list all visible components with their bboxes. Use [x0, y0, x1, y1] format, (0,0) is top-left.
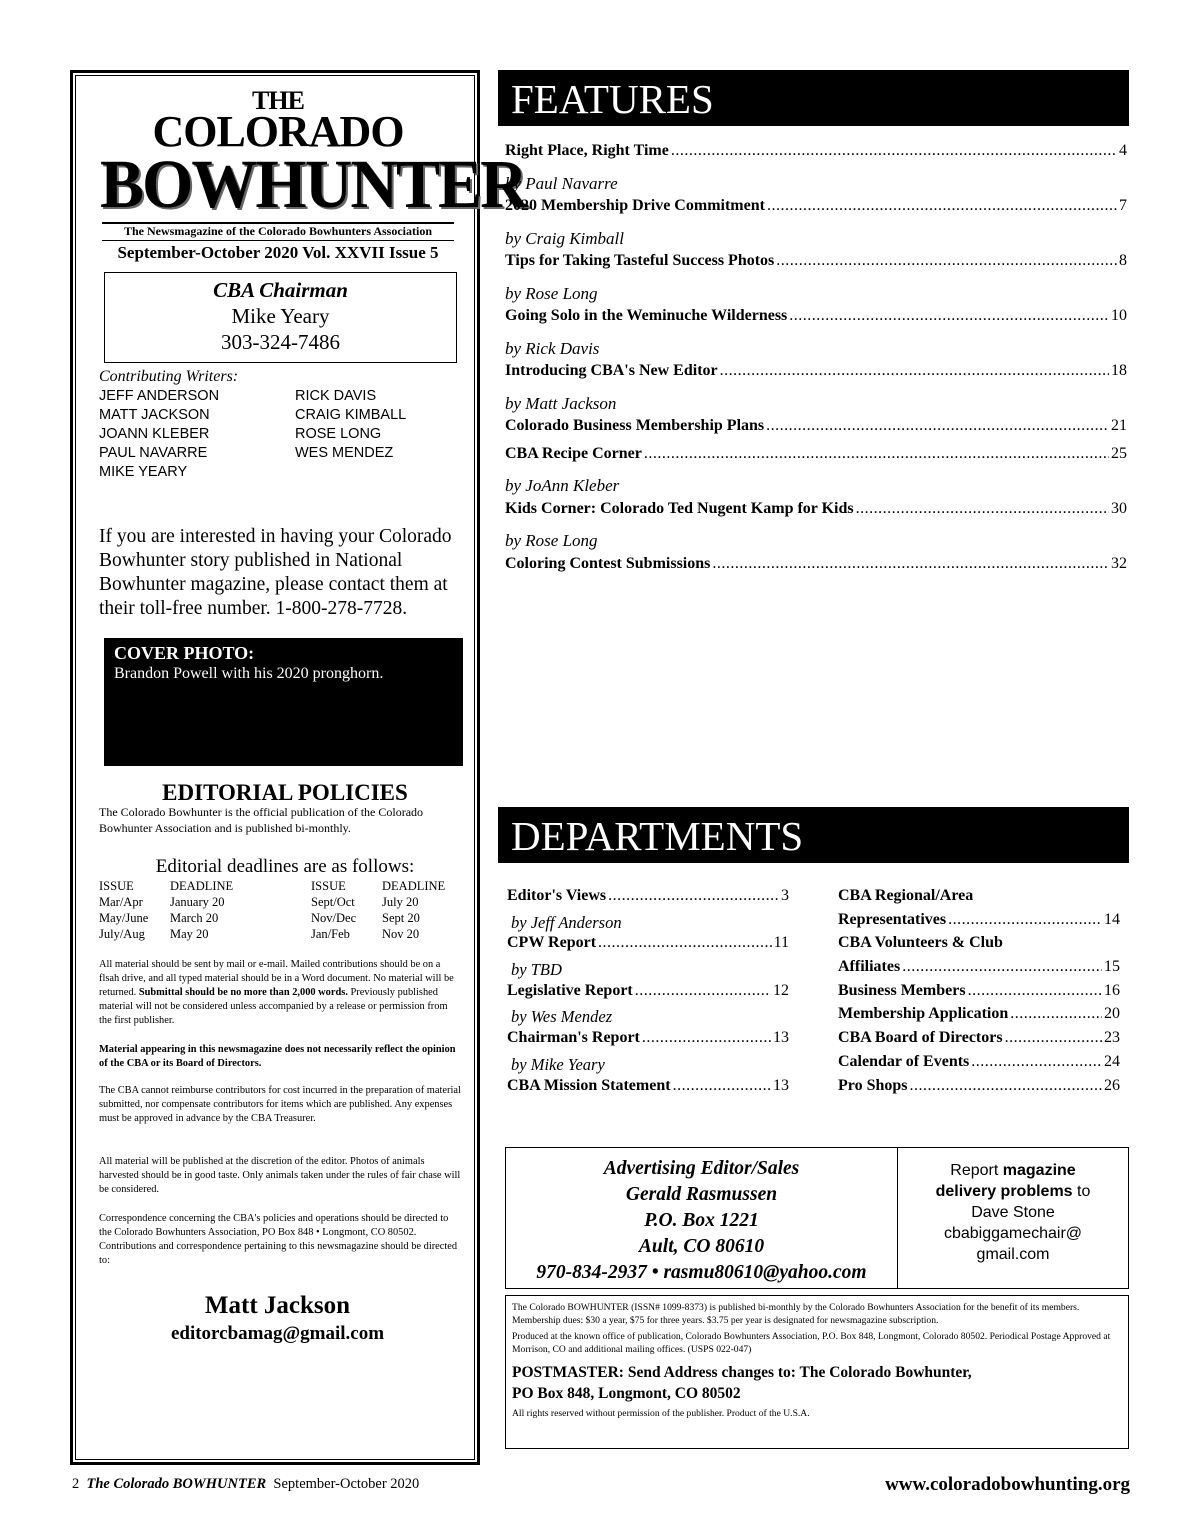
leader-dots	[712, 555, 1109, 573]
writer-name: MATT JACKSON	[99, 407, 210, 423]
department-author: by Wes Mendez	[511, 1007, 613, 1027]
department-page: 23	[1104, 1029, 1120, 1047]
feature-item[interactable]	[505, 142, 1127, 170]
feature-title: Introducing CBA's New Editor	[505, 362, 718, 379]
deadline-table	[99, 878, 459, 942]
department-page: 15	[1104, 958, 1120, 976]
advertising-title: Advertising Editor/Sales	[603, 1158, 800, 1179]
feature-author: by Craig Kimball	[505, 228, 625, 248]
footer-magazine-title: The Colorado BOWHUNTER	[86, 1476, 267, 1492]
leader-dots	[968, 982, 1102, 1000]
department-item[interactable]	[838, 982, 1120, 1006]
feature-title: 2020 Membership Drive Commitment	[505, 197, 765, 214]
department-title: CPW Report	[507, 934, 597, 952]
website-link[interactable]: www.coloradobowhunting.org	[885, 1474, 1130, 1495]
feature-page: 32	[1111, 554, 1127, 572]
deadline-cell: Sept 20	[382, 911, 420, 925]
departments-list-right	[838, 887, 1120, 1100]
feature-author: by Rick Davis	[505, 338, 600, 358]
writer-name: CRAIG KIMBALL	[295, 407, 407, 423]
department-page: 11	[773, 934, 789, 952]
feature-title: Right Place, Right Time	[505, 142, 669, 159]
department-page: 24	[1104, 1052, 1120, 1070]
editor-name: Matt Jackson	[204, 1292, 351, 1319]
chairman-name: Mike Yeary	[231, 304, 330, 328]
feature-author: by Rose Long	[505, 531, 598, 550]
department-title: Membership Application	[838, 1005, 1009, 1023]
department-item[interactable]	[838, 911, 1120, 935]
department-item	[838, 887, 1120, 911]
feature-page: 8	[1119, 252, 1127, 269]
deadline-cell: March 20	[170, 911, 219, 925]
feature-author: by Matt Jackson	[505, 393, 617, 413]
feature-author: by Rose Long	[505, 283, 598, 303]
deadline-cell: Nov/Dec	[311, 911, 357, 925]
feature-page: 10	[1111, 307, 1127, 324]
leader-dots	[766, 417, 1109, 435]
department-item[interactable]	[507, 1077, 789, 1101]
feature-title: Coloring Contest Submissions	[505, 554, 711, 572]
department-title: Affiliates	[838, 958, 901, 976]
postmaster-notice: POSTMASTER: Send Address changes to: The Colorado Bowhunter, PO Box 848, Longmont, CO 80502	[512, 1364, 972, 1402]
leader-dots	[856, 500, 1109, 518]
submission-policy: All material should be sent by mail or e-mail. Mailed contributions should be on a flsah drive, and all typed material should be in a Word document. No material will be returned. Submittal should be no more than 2,000 words. Previously published material will not be considered unless accompanied by a release or permission from the first publisher.	[99, 959, 454, 1026]
department-item[interactable]	[838, 1029, 1120, 1053]
footer-date: September-October 2020	[273, 1476, 420, 1492]
deadlines-title: Editorial deadlines are as follows:	[155, 856, 415, 877]
department-title: Chairman's Report	[507, 1029, 640, 1047]
writers-list	[99, 387, 439, 482]
feature-item[interactable]	[505, 307, 1127, 335]
feature-page: 4	[1119, 142, 1127, 159]
page-number: 2	[72, 1476, 80, 1492]
department-author: by Mike Yeary	[511, 1054, 605, 1074]
feature-item[interactable]	[505, 445, 1127, 473]
opinion-disclaimer: Material appearing in this newsmagazine does not necessarily reflect the opinion of the CBA or its Board of Directors.	[99, 1044, 456, 1069]
feature-item[interactable]	[505, 417, 1127, 445]
deadline-header: DEADLINE	[170, 879, 234, 893]
department-title: CBA Mission Statement	[507, 1076, 671, 1094]
writer-name: PAUL NAVARRE	[99, 445, 208, 461]
advertising-contact	[506, 1148, 898, 1288]
deadline-cell: July 20	[382, 895, 419, 909]
leader-dots	[776, 252, 1117, 270]
leader-dots	[948, 911, 1102, 929]
features-heading: FEATURES	[498, 70, 1129, 126]
deadline-cell: May/June	[99, 911, 149, 925]
page-footer	[72, 1476, 419, 1493]
department-page: 13	[773, 1076, 789, 1094]
deadline-cell: Nov 20	[382, 927, 420, 941]
departments-list-left	[507, 887, 789, 1100]
reimbursement-policy: The CBA cannot reimburse contributors for cost incurred in the preparation of material submitted, nor compensate contributors for items which are published. Any expenses must be approved in advance by the CBA Treasurer.	[99, 1085, 461, 1124]
deadline-cell: Jan/Feb	[311, 927, 350, 941]
masthead-bowhunter: BOWHUNTER	[100, 146, 526, 223]
department-title: Business Members	[838, 981, 966, 999]
department-item[interactable]	[507, 887, 789, 911]
feature-page: 7	[1119, 197, 1127, 214]
chairman-title: CBA Chairman	[213, 278, 348, 302]
chairman-box	[104, 272, 457, 363]
feature-item[interactable]	[505, 555, 1127, 583]
publication-office: Produced at the known office of publication, Colorado Bowhunters Association, P.O. Box 848, Longmont, Colorado 80502. Periodical Postage Approved at Morrison, CO and additional mailing offices. (USPS 022-047)	[512, 1331, 1111, 1355]
writer-name: MIKE YEARY	[99, 464, 188, 480]
publication-info-box	[505, 1295, 1129, 1449]
feature-item[interactable]	[505, 197, 1127, 225]
advertising-address1: P.O. Box 1221	[644, 1210, 759, 1231]
department-title: Pro Shops	[838, 1076, 908, 1094]
leader-dots	[910, 1077, 1102, 1095]
writer-name: JEFF ANDERSON	[99, 388, 220, 404]
leader-dots	[608, 887, 779, 905]
delivery-problems: Report magazine delivery problems to Dave Stone cbabiggamechair@ gmail.com	[898, 1148, 1128, 1288]
department-item[interactable]	[838, 1053, 1120, 1077]
feature-title: CBA Recipe Corner	[505, 444, 642, 462]
leader-dots	[789, 307, 1109, 325]
leader-dots	[635, 982, 771, 1000]
feature-title: Colorado Business Membership Plans	[505, 417, 765, 434]
masthead-colorado: COLORADO	[152, 107, 404, 156]
department-page: 16	[1104, 981, 1120, 999]
editor-email[interactable]: editorcbamag@gmail.com	[170, 1323, 385, 1344]
deadline-header: DEADLINE	[382, 879, 446, 893]
leader-dots	[642, 1029, 771, 1047]
department-item[interactable]	[507, 934, 789, 958]
department-title: Calendar of Events	[838, 1052, 970, 1070]
department-title: CBA Board of Directors	[838, 1029, 1003, 1047]
writer-name: RICK DAVIS	[295, 388, 377, 404]
leader-dots	[767, 197, 1117, 215]
deadline-cell: January 20	[170, 895, 225, 909]
correspondence-policy: Correspondence concerning the CBA's policies and operations should be directed to the Colorado Bowhunters Association, PO Box 848 • Longmont, CO 80502. Contributions and correspondence pertaining to this newsmagazine should be directed to:	[99, 1213, 458, 1266]
masthead-the: THE	[252, 86, 304, 115]
features-list	[505, 142, 1127, 582]
feature-item[interactable]	[505, 362, 1127, 390]
rights-notice: All rights reserved without permission of the publisher. Product of the U.S.A.	[512, 1408, 810, 1419]
masthead-panel	[70, 70, 526, 1465]
feature-page: 30	[1111, 499, 1127, 517]
feature-page: 21	[1111, 417, 1127, 434]
department-item[interactable]	[838, 1077, 1120, 1101]
feature-title: Going Solo in the Weminuche Wilderness	[505, 307, 788, 324]
national-bowhunter-notice: If you are interested in having your Colorado Bowhunter story published in National Bowhunter magazine, please contact them at their toll-free number. 1-800-278-7728.	[99, 526, 452, 619]
feature-page: 18	[1111, 362, 1127, 379]
department-page: 13	[773, 1029, 789, 1047]
feature-item[interactable]	[505, 500, 1127, 528]
writer-name: JOANN KLEBER	[99, 426, 210, 442]
department-title: Legislative Report	[507, 981, 633, 999]
department-title: Editor's Views	[507, 887, 607, 904]
department-page: 3	[781, 887, 789, 904]
department-page: 14	[1104, 910, 1120, 928]
department-page: 26	[1104, 1076, 1120, 1094]
issue-line: September-October 2020 Vol. XXVII Issue 5	[117, 243, 439, 262]
feature-title: Kids Corner: Colorado Ted Nugent Kamp for Kids	[505, 499, 854, 517]
feature-page: 25	[1111, 444, 1127, 462]
delivery-email-2[interactable]: gmail.com	[976, 1246, 1050, 1263]
feature-item[interactable]	[505, 252, 1127, 280]
department-author: by TBD	[511, 960, 562, 980]
deadline-cell: May 20	[170, 927, 209, 941]
department-item[interactable]	[507, 982, 789, 1006]
department-author: by Jeff Anderson	[511, 912, 622, 932]
advertising-contact-line[interactable]: 970-834-2937 • rasmu80610@yahoo.com	[536, 1262, 867, 1283]
leader-dots	[720, 362, 1109, 380]
leader-dots	[971, 1053, 1102, 1071]
cover-photo-box	[104, 638, 463, 766]
department-item	[838, 934, 1120, 958]
leader-dots	[598, 934, 772, 952]
department-item[interactable]	[838, 958, 1120, 982]
chairman-phone: 303-324-7486	[221, 330, 340, 354]
writer-name: ROSE LONG	[295, 426, 382, 442]
editorial-intro: The Colorado Bowhunter is the official publication of the Colorado Bowhunter Association and is published bi-monthly.	[99, 805, 424, 835]
deadline-cell: Sept/Oct	[311, 895, 355, 909]
leader-dots	[1010, 1005, 1102, 1023]
leader-dots	[902, 958, 1102, 976]
masthead-tagline: The Newsmagazine of the Colorado Bowhunters Association	[124, 224, 432, 238]
writer-name: WES MENDEZ	[295, 445, 394, 461]
leader-dots	[673, 1077, 771, 1095]
deadline-cell: Mar/Apr	[99, 895, 143, 909]
writers-label: Contributing Writers:	[99, 368, 239, 385]
publication-statement: The Colorado BOWHUNTER (ISSN# 1099-8373) is published bi-monthly by the Colorado Bowhunters Association for the benefit of its members. Membership dues: $30 a year, $75 for three years. $3.75 per year is designated for newsmagazine subscription.	[512, 1302, 1080, 1326]
advertising-box	[505, 1147, 1129, 1289]
deadline-header: ISSUE	[99, 879, 134, 893]
departments-heading: DEPARTMENTS	[498, 807, 1129, 863]
department-title: CBA Regional/Area	[838, 887, 974, 904]
editorial-policies-title: EDITORIAL POLICIES	[162, 780, 408, 805]
delivery-email-1[interactable]: cbabiggamechair@	[943, 1225, 1083, 1242]
leader-dots	[644, 445, 1109, 463]
feature-author: by Paul Navarre	[505, 173, 618, 193]
department-item[interactable]	[507, 1029, 789, 1053]
department-title: CBA Volunteers & Club	[838, 934, 1003, 952]
masthead	[100, 86, 526, 263]
leader-dots	[1005, 1029, 1102, 1047]
advertising-name: Gerald Rasmussen	[625, 1184, 778, 1205]
cover-photo-caption: Brandon Powell with his 2020 pronghorn.	[114, 665, 384, 682]
department-item[interactable]	[838, 1005, 1120, 1029]
photo-policy: All material will be published at the discretion of the editor. Photos of animals harvested should be in good taste. Only animals taken under the rules of fair chase will be considered.	[99, 1156, 461, 1195]
department-page: 20	[1104, 1005, 1120, 1023]
department-title: Representatives	[838, 910, 947, 928]
deadline-header: ISSUE	[311, 879, 346, 893]
deadline-cell: July/Aug	[99, 927, 145, 941]
feature-author: by JoAnn Kleber	[505, 476, 620, 495]
feature-title: Tips for Taking Tasteful Success Photos	[505, 252, 775, 269]
department-page: 12	[773, 981, 789, 999]
leader-dots	[671, 142, 1117, 160]
advertising-address2: Ault, CO 80610	[638, 1236, 765, 1257]
cover-photo-title: COVER PHOTO:	[114, 643, 255, 663]
delivery-contact-name: Dave Stone	[971, 1204, 1055, 1221]
